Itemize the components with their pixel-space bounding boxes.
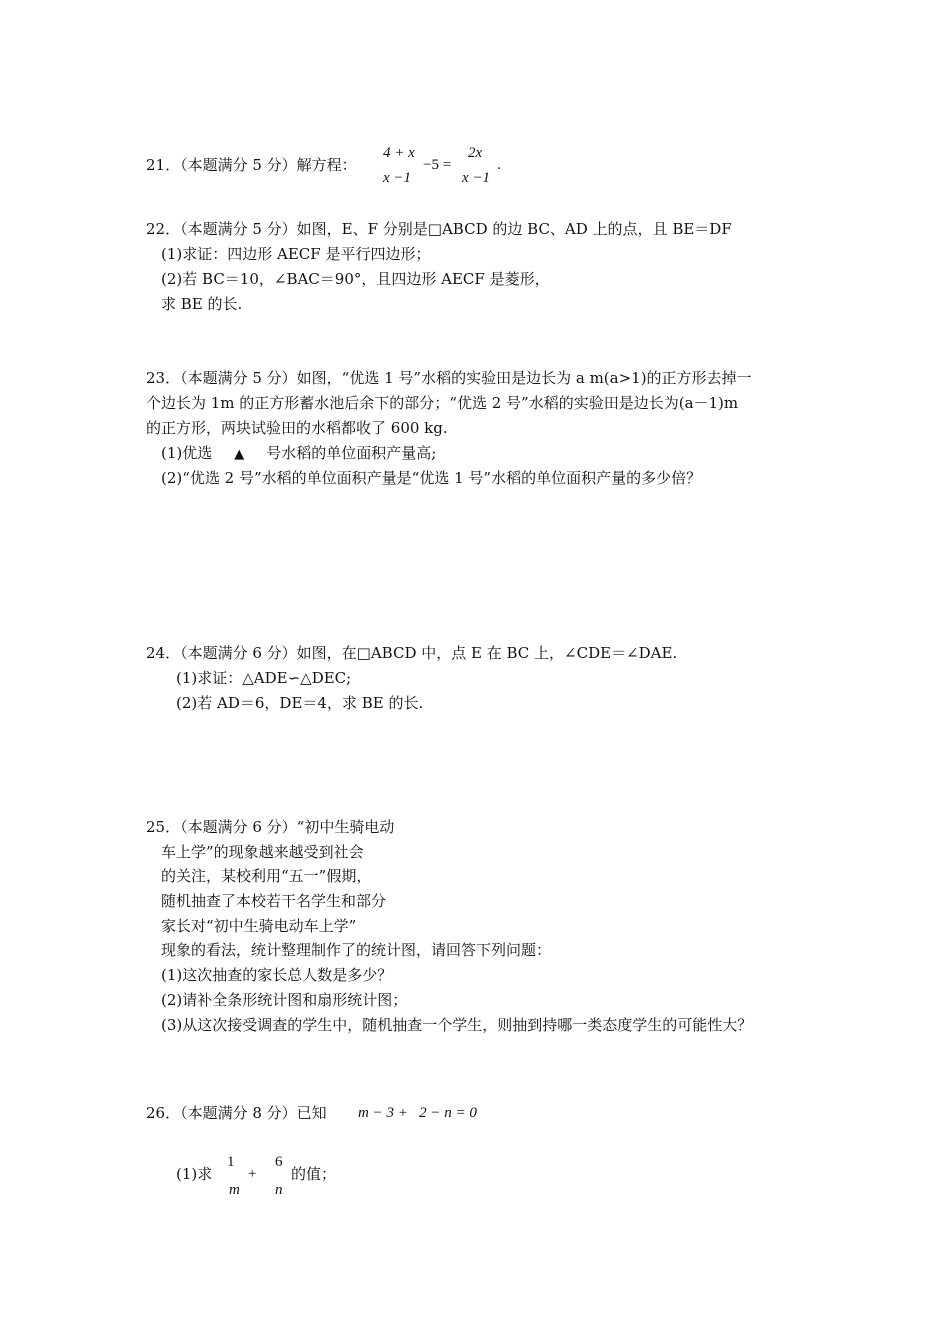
q23-line-4-suffix: 号水稻的单位面积产量高;	[266, 444, 437, 462]
q23-line-3: 的正方形，两块试验田的水稻都收了 600 kg.	[146, 419, 448, 437]
q22-line-2: (1)求证：四边形 AECF 是平行四边形；	[161, 245, 431, 263]
q22-line-1: 22．（本题满分 5 分）如图，E、F 分别是□ABCD 的边 BC、AD 上的点，且 BE＝DF	[146, 220, 732, 238]
q23-line-5: (2)“优选 2 号”水稻的单位面积产量是“优选 1 号”水稻的单位面积产量的多少倍？	[161, 469, 702, 487]
q22-line-3: (2)若 BC＝10，∠BAC＝90°，且四边形 AECF 是菱形，	[161, 270, 550, 288]
triangle-icon: ▲	[234, 447, 245, 462]
q26-plus: +	[248, 1166, 257, 1182]
q26-numerator-1: 1	[227, 1154, 235, 1170]
q24-line-2: (1)求证：△ADE∽△DEC;	[176, 669, 352, 687]
q25-line-9: (3)从这次接受调查的学生中，随机抽查一个学生，则抽到持哪一类态度学生的可能性大？	[161, 1016, 753, 1034]
q26-part-1-suffix: 的值；	[291, 1165, 337, 1183]
q26-denominator-2: n	[275, 1182, 283, 1198]
q24-line-1: 24．（本题满分 6 分）如图，在□ABCD 中，点 E 在 BC 上，∠CDE＝∠DAE.	[146, 644, 678, 662]
q26-numerator-2: 6	[275, 1154, 283, 1170]
q26-condition-expression: m − 3 + 2 − n = 0	[358, 1105, 477, 1121]
q25-line-8: (2)请补全条形统计图和扇形统计图；	[161, 991, 408, 1009]
q21-minus-five: −5 =	[423, 157, 452, 173]
q23-line-4-prefix: (1)优选	[161, 444, 213, 462]
q21-label: 21．（本题满分 5 分）解方程：	[146, 156, 357, 174]
q21-denominator-2: x −1	[462, 170, 491, 186]
q25-line-1: 25．（本题满分 6 分）“初中生骑电动	[146, 818, 395, 836]
q23-line-4	[161, 443, 436, 465]
q21-period: .	[497, 157, 501, 173]
q25-line-5: 家长对“初中生骑电动车上学”	[161, 917, 357, 935]
q23-line-1: 23．（本题满分 5 分）如图，“优选 1 号”水稻的实验田是边长为 a m(a>1)的正方形去掉一	[146, 369, 752, 387]
q26-denominator-1: m	[229, 1182, 240, 1198]
q21-numerator-1: 4 + x	[383, 145, 415, 161]
q21-numerator-2: 2x	[468, 145, 483, 161]
q22-line-4: 求 BE 的长.	[161, 295, 243, 313]
q25-line-7: (1)这次抽查的家长总人数是多少？	[161, 966, 393, 984]
q26-part-1-prefix: (1)求	[176, 1165, 213, 1183]
q25-line-4: 随机抽查了本校若干名学生和部分	[161, 892, 387, 910]
q23-line-2: 个边长为 1m 的正方形蓄水池后余下的部分；“优选 2 号”水稻的实验田是边长为(a－1)m	[146, 394, 739, 412]
q25-line-3: 的关注，某校利用“五一”假期，	[161, 867, 372, 885]
q26-label: 26．（本题满分 8 分）已知	[146, 1104, 327, 1122]
q25-line-6: 现象的看法，统计整理制作了的统计图，请回答下列问题：	[161, 941, 552, 959]
q21-denominator-1: x −1	[383, 170, 412, 186]
q24-line-3: (2)若 AD＝6，DE＝4，求 BE 的长.	[176, 694, 424, 712]
q25-line-2: 车上学”的现象越来越受到社会	[161, 843, 364, 861]
